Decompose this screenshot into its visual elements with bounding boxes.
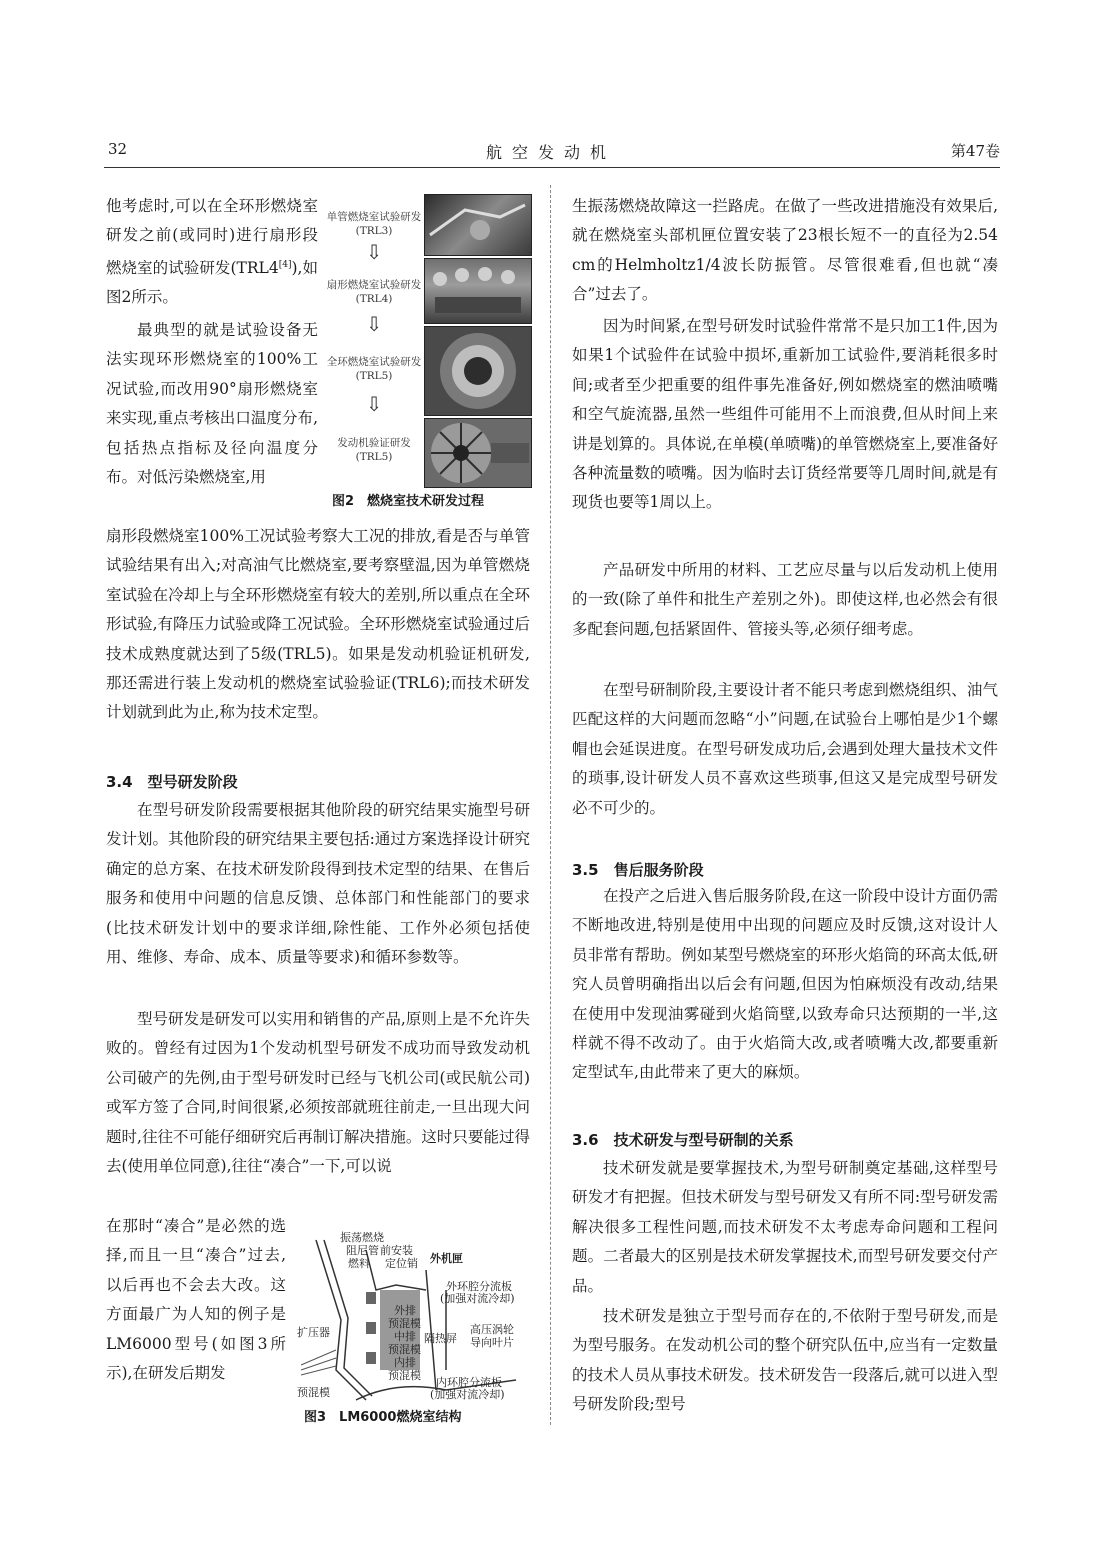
fig3-label-hpt-2: 导向叶片 — [470, 1336, 514, 1349]
page-number: 32 — [108, 140, 128, 158]
fig3-label-premix-2: 预混模 — [388, 1343, 421, 1356]
fig3-label-fuel: 燃料 — [348, 1257, 370, 1270]
right-paragraph-1: 生振荡燃烧故障这一拦路虎。在做了一些改进措施没有效果后,就在燃烧室头部机匣位置安装了23根长短不一的直径为2.54 cm的Helmholtz1/4波长防振管。尽管很难看,但也就“凑合”过去了。 — [572, 197, 998, 304]
figure-3-caption: 图3 LM6000燃烧室结构 — [304, 1410, 462, 1425]
fig3-label-premix-1: 预混模 — [388, 1317, 421, 1330]
engine-demonstrator-photo — [424, 418, 532, 488]
fig3-label-hpt-1: 高压涡轮 — [470, 1323, 514, 1336]
right-paragraph-3: 产品研发中所用的材料、工艺应尽量与以后发动机上使用的一致(除了单件和批生产差别之外)。即使这样,也必然会有很多配套问题,包括紧固件、管接头等,必须仔细考虑。 — [572, 561, 998, 638]
header-rule — [104, 167, 1000, 168]
fig3-label-front-mount: 前安装 — [380, 1244, 413, 1257]
right-paragraph-4: 在型号研制阶段,主要设计者不能只考虑到燃烧组织、油气匹配这样的大问题而忽略“小”问题,在试验台上哪怕是少1个螺帽也会延误进度。在型号研发成功后,会遇到处理大量技术文件的琐事,设计研发人员不喜欢这些琐事,但这又是完成型号研发必不可少的。 — [572, 681, 998, 817]
fig3-label-oscillation: 振荡燃烧 — [340, 1231, 384, 1244]
section-3-6-heading: 3.6 技术研发与型号研制的关系 — [572, 1131, 794, 1149]
left-paragraph-4: 型号研发是研发可以实用和销售的产品,原则上是不允许失败的。曾经有过因为1个发动机型号研发不成功而导致发动机公司破产的先例,由于型号研发时已经与飞机公司(或民航公司)或军方签了合同,时间很紧,必须按部就班往前走,一旦出现大问题时,往往不可能仔细研究后再制订解决措施。这时只要能过得去(使用单位同意),往往“凑合”一下,可以说 — [106, 1010, 530, 1176]
fig3-label-diffuser: 扩压器 — [297, 1326, 330, 1339]
left-paragraph-1: 他考虑时,可以在全环形燃烧室研发之前(或同时)进行扇形段燃烧室的试验研发(TRL4[4]),如图2所示。 — [106, 197, 318, 307]
figure-2-caption: 图2 燃烧室技术研发过程 — [332, 494, 485, 509]
fig3-label-outer-casing: 外机匣 — [430, 1252, 463, 1265]
fig3-label-heat-shield: 隔热屏 — [424, 1332, 457, 1345]
down-arrow-icon: ⇩ — [365, 240, 383, 264]
fig3-label-middle-row: 中排 — [394, 1330, 416, 1343]
volume-label: 第47卷 — [950, 142, 1000, 160]
journal-title: 航空发动机 — [485, 143, 616, 162]
sector-combustor-photo — [424, 258, 532, 324]
fig2-step-3-label: 全环燃烧室试验研发(TRL5) — [326, 356, 422, 382]
right-paragraph-2: 因为时间紧,在型号研发时试验件常常不是只加工1件,因为如果1个试验件在试验中损坏,重新加工试验件,要消耗很多时间;或者至少把重要的组件事先准备好,例如燃烧室的燃油喷嘴和空气旋流器,虽然一些组件可能用不上而浪费,但从时间上来讲是划算的。具体说,在单模(单喷嘴)的单管燃烧室上,要准备好各种流量数的喷嘴。因为临时去订货经常要等几周时间,就是有现货也要等1周以上。 — [572, 317, 998, 512]
fig2-step-2-label: 扇形燃烧室试验研发(TRL4) — [326, 279, 422, 305]
right-paragraph-5: 在投产之后进入售后服务阶段,在这一阶段中设计方面仍需不断地改进,特别是使用中出现的问题应及时反馈,这对设计人员非常有帮助。例如某型号燃烧室的环形火焰筒的环高太低,研究人员曾明确指出以后会有问题,但因为怕麻烦没有改动,结果在使用中发现油雾碰到火焰筒壁,以致寿命只达预期的一半,这样就不得不改动了。由于火焰筒大改,或者喷嘴大改,都要重新定型试车,由此带来了更大的麻烦。 — [572, 887, 998, 1082]
fig3-label-outer-row: 外排 — [394, 1304, 416, 1317]
fig3-label-inner-flow-plate-note: (加强对流冷却) — [430, 1388, 505, 1401]
fig2-step-1-label: 单管燃烧室试验研发(TRL3) — [326, 211, 422, 237]
fig2-step-4-label: 发动机验证研发(TRL5) — [337, 437, 411, 463]
down-arrow-icon: ⇩ — [365, 312, 383, 336]
fig3-label-inner-flow-plate: 内环腔分流板 — [436, 1376, 502, 1389]
down-arrow-icon: ⇩ — [365, 392, 383, 416]
full-annular-combustor-photo — [424, 326, 532, 416]
fig3-label-damper: 阻尼管 — [346, 1244, 379, 1257]
fig3-label-outer-flow-plate: 外环腔分流板 — [446, 1280, 512, 1293]
left-paragraph-3: 在型号研发阶段需要根据其他阶段的研究结果实施型号研发计划。其他阶段的研究结果主要包括:通过方案选择设计研究确定的总方案、在技术研发阶段得到技术定型的结果、在售后服务和使用中问题的信息反馈、总体部门和性能部门的要求(比技术研发计划中的要求详细,除性能、工作外必须包括使用、维修、寿命、成本、质量等要求)和循环参数等。 — [106, 801, 530, 967]
column-divider — [550, 185, 551, 1425]
right-paragraph-6: 技术研发就是要掌握技术,为型号研制奠定基础,这样型号研发才有把握。但技术研发与型号研发又有所不同:型号研发需解决很多工程性问题,而技术研发不太考虑寿命问题和工程问题。二者最大的区别是技术研发掌握技术,而型号研发要交付产品。 — [572, 1159, 998, 1295]
right-paragraph-7: 技术研发是独立于型号而存在的,不依附于型号研发,而是为型号服务。在发动机公司的整个研究队伍中,应当有一定数量的技术人员从事技术研发。技术研发告一段落后,就可以进入型号研发阶段;型号 — [572, 1307, 998, 1414]
fig3-label-positioning: 定位销 — [385, 1257, 418, 1270]
single-tube-combustor-photo — [424, 194, 532, 256]
fig3-label-premix-3: 预混模 — [388, 1369, 421, 1382]
section-3-5-heading: 3.5 售后服务阶段 — [572, 861, 704, 879]
fig3-label-inner-row: 内排 — [394, 1356, 416, 1369]
section-3-4-heading: 3.4 型号研发阶段 — [106, 773, 238, 791]
left-paragraph-2-top: 最典型的就是试验设备无法实现环形燃烧室的100%工况试验,而改用90°扇形燃烧室来实现,重点考核出口温度分布,包括热点指标及径向温度分布。对低污染燃烧室,用 — [106, 321, 318, 487]
fig3-label-outer-flow-plate-note: (加强对流冷却) — [440, 1292, 515, 1305]
left-paragraph-5: 在那时“凑合”是必然的选择,而且一旦“凑合”过去,以后再也不会去大改。这方面最广为人知的例子是LM6000型号(如图3所示),在研发后期发 — [106, 1217, 286, 1383]
left-paragraph-2-full: 扇形段燃烧室100%工况试验考察大工况的排放,看是否与单管试验结果有出入;对高油气比燃烧室,要考察壁温,因为单管燃烧室试验在冷却上与全环形燃烧室有较大的差别,所以重点在全环形试验,有降压力试验或降工况试验。全环形燃烧室试验通过后技术成熟度就达到了5级(TRL5)。如果是发动机验证机研发,那还需进行装上发动机的燃烧室试验验证(TRL6);而技术研发计划就到此为止,称为技术定型。 — [106, 527, 530, 722]
fig3-label-premix-bottom: 预混模 — [297, 1386, 330, 1399]
